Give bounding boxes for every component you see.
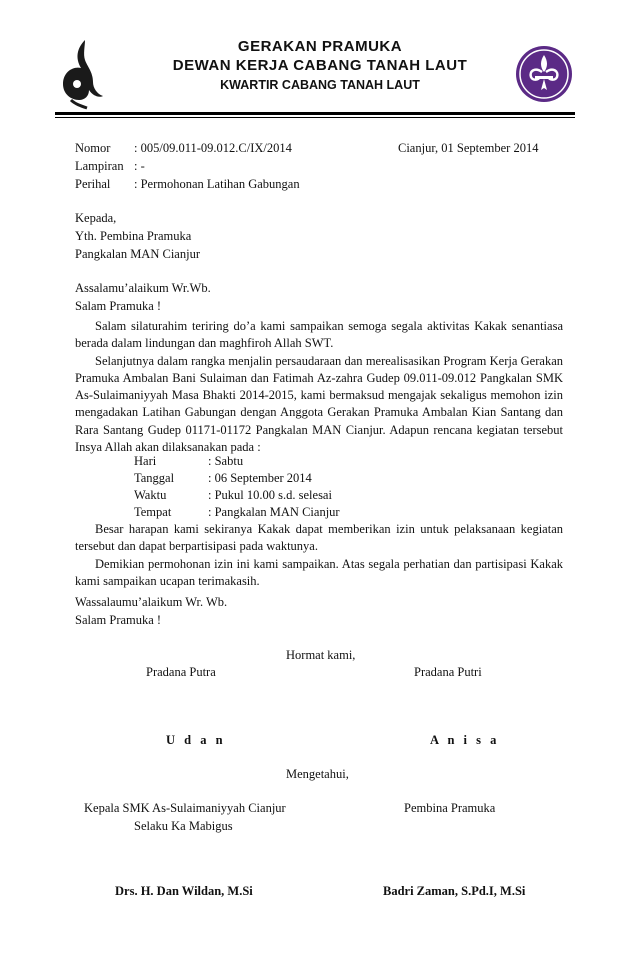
header-org-title: GERAKAN PRAMUKA	[237, 38, 403, 55]
signer-name-right: A n i s a	[430, 733, 500, 747]
closing-line: Salam Pramuka !	[75, 613, 162, 627]
letter-body-top	[75, 318, 563, 456]
perihal-value: : Permohonan Latihan Gabungan	[134, 177, 300, 191]
tunas-kelapa-icon	[55, 38, 107, 110]
signer2-title-left: Kepala SMK As-Sulaimaniyyah Cianjur	[84, 801, 286, 815]
header-branch-title: KWARTIR CABANG TANAH LAUT	[220, 78, 420, 92]
schedule-value: : 06 September 2014	[208, 471, 312, 485]
nomor-value: : 005/09.011-09.012.C/IX/2014	[134, 141, 292, 155]
signer2-title-right: Pembina Pramuka	[404, 801, 496, 815]
letter-date: Cianjur, 01 September 2014	[398, 141, 539, 155]
signer-title-left: Pradana Putra	[146, 665, 216, 679]
mengetahui: Mengetahui,	[286, 767, 349, 781]
schedule-label: Hari	[134, 454, 157, 468]
lampiran-value: : -	[134, 159, 145, 173]
signer2-name-left: Drs. H. Dan Wildan, M.Si	[115, 884, 253, 898]
greeting-line: Salam Pramuka !	[75, 299, 162, 313]
nomor-label: Nomor	[75, 141, 111, 155]
recipient-line: Kepada,	[75, 211, 117, 225]
body-paragraph: Demikian permohonan izin ini kami sampaikan. Atas segala perhatian dan partisipasi Kakak kami sampaikan ucapan terimakasih.	[75, 556, 563, 588]
body-paragraph: Besar harapan kami sekiranya Kakak dapat memberikan izin untuk pelaksanaan kegiatan tersebut dan dapat berpartisipasi pada waktunya.	[75, 522, 563, 554]
schedule-label: Tanggal	[134, 471, 175, 485]
world-scout-emblem-icon	[515, 45, 573, 103]
body-paragraph: Selanjutnya dalam rangka menjalin persaudaraan dan merealisasikan Program Kerja Gerakan Pramuka Ambalan Bani Sulaiman dan Fatimah Az-zahra Gudep 09.011-09.012 Pangkalan SMK As-Sulaimaniyyah Masa Bhakti 2014-2015, kami bermaksud mengajak sekaligus memohon izin mengadakan Latihan Gabungan dengan Anggota Gerakan Pramuka Ambalan Kian Santang dan Rara Santang Gudep 01171-01172 Pangkalan MAN Cianjur. Adapun rencana kegiatan tersebut Insya Allah akan dilaksanakan pada :	[75, 353, 563, 455]
recipient-line: Pangkalan MAN Cianjur	[75, 247, 200, 261]
signer2-name-right: Badri Zaman, S.Pd.I, M.Si	[383, 884, 526, 898]
schedule-value: : Pukul 10.00 s.d. selesai	[208, 488, 332, 502]
signer-name-left: U d a n	[166, 733, 226, 747]
signer2-subtitle-left: Selaku Ka Mabigus	[134, 819, 233, 833]
hormat-kami: Hormat kami,	[286, 648, 356, 662]
schedule-label: Tempat	[134, 505, 172, 519]
schedule-value: : Pangkalan MAN Cianjur	[208, 505, 340, 519]
schedule-label: Waktu	[134, 488, 167, 502]
signer-title-right: Pradana Putri	[414, 665, 482, 679]
lampiran-label: Lampiran	[75, 159, 124, 173]
header-council-title: DEWAN KERJA CABANG TANAH LAUT	[172, 57, 468, 74]
letter-body-bottom	[75, 521, 563, 590]
recipient-line: Yth. Pembina Pramuka	[75, 229, 192, 243]
header-rule-thin	[55, 117, 575, 118]
body-paragraph: Salam silaturahim teriring do’a kami sampaikan semoga segala aktivitas Kakak senantiasa berada dalam lindungan dan maghfiroh Allah SWT.	[75, 319, 563, 351]
header-rule-thick	[55, 112, 575, 115]
schedule-value: : Sabtu	[208, 454, 244, 468]
perihal-label: Perihal	[75, 177, 111, 191]
greeting-line: Assalamu’alaikum Wr.Wb.	[75, 281, 211, 295]
closing-line: Wassalaumu’alaikum Wr. Wb.	[75, 595, 228, 609]
